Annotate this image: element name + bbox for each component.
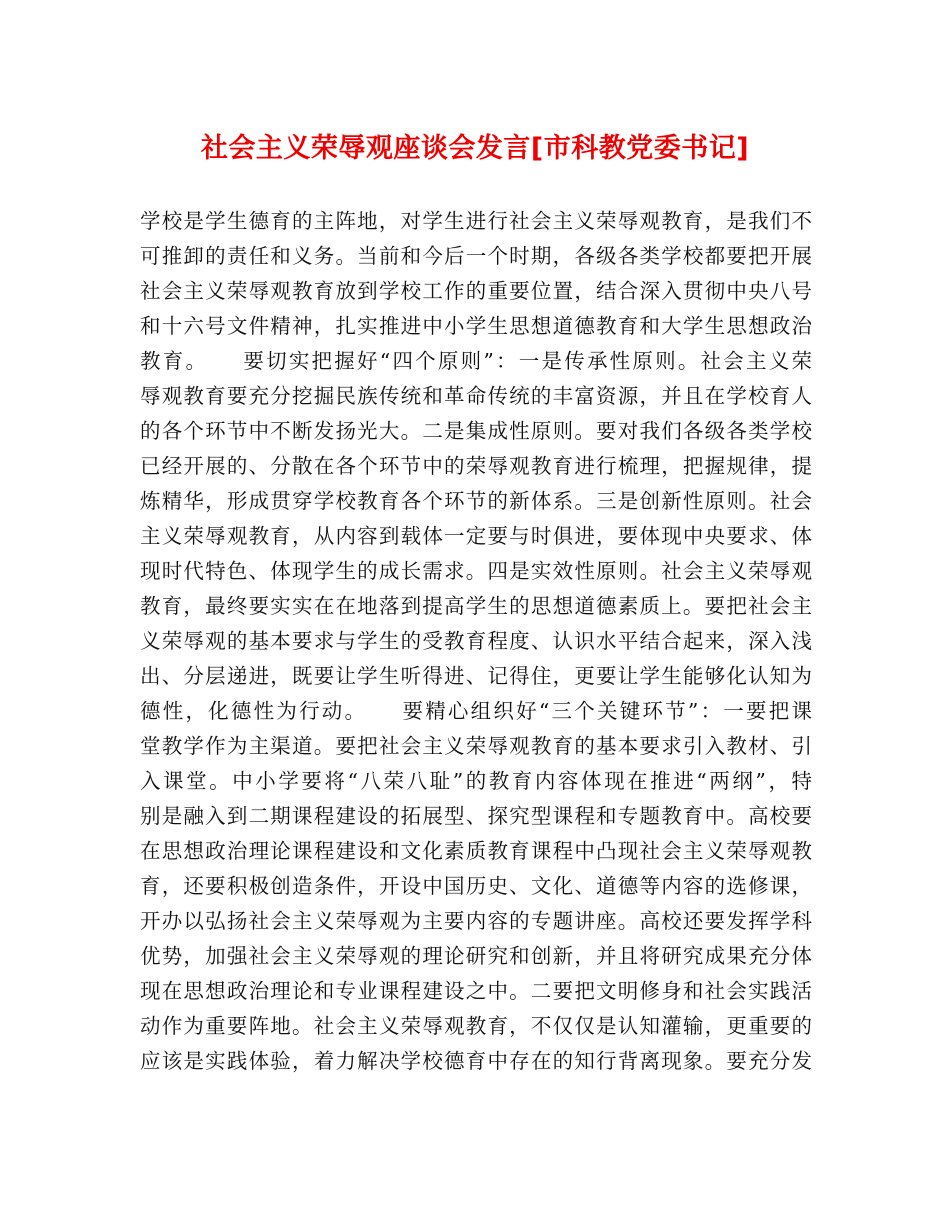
body-line: 开办以弘扬社会主义荣辱观为主要内容的专题讲座。高校还要发挥学科 — [140, 909, 812, 933]
body-line: 现时代特色、体现学生的成长需求。四是实效性原则。社会主义荣辱观 — [140, 559, 812, 583]
body-line: 德性，化德性为行动。 要精心组织好“三个关键环节”：一要把课 — [140, 699, 812, 723]
body-line: 动作为重要阵地。社会主义荣辱观教育，不仅仅是认知灌输，更重要的 — [140, 1014, 812, 1038]
body-line: 和十六号文件精神，扎实推进中小学生思想道德教育和大学生思想政治 — [140, 314, 812, 338]
body-line: 可推卸的责任和义务。当前和今后一个时期，各级各类学校都要把开展 — [140, 244, 812, 268]
body-line: 社会主义荣辱观教育放到学校工作的重要位置，结合深入贯彻中央八号 — [140, 279, 812, 303]
body-line: 现在思想政治理论和专业课程建设之中。二要把文明修身和社会实践活 — [140, 979, 812, 1003]
document-title: 社会主义荣辱观座谈会发言[市科教党委书记] — [200, 133, 750, 164]
body-line: 炼精华，形成贯穿学校教育各个环节的新体系。三是创新性原则。社会 — [140, 489, 812, 513]
body-line: 堂教学作为主渠道。要把社会主义荣辱观教育的基本要求引入教材、引 — [140, 734, 812, 758]
body-line: 入课堂。中小学要将“八荣八耻”的教育内容体现在推进“两纲”，特 — [140, 769, 812, 793]
body-line: 的各个环节中不断发扬光大。二是集成性原则。要对我们各级各类学校 — [140, 419, 812, 443]
body-line: 育，还要积极创造条件，开设中国历史、文化、道德等内容的选修课， — [140, 874, 812, 898]
body-line: 在思想政治理论课程建设和文化素质教育课程中凸现社会主义荣辱观教 — [140, 839, 812, 863]
body-line: 别是融入到二期课程建设的拓展型、探究型课程和专题教育中。高校要 — [140, 804, 812, 828]
body-line: 应该是实践体验，着力解决学校德育中存在的知行背离现象。要充分发 — [140, 1049, 812, 1073]
body-line: 义荣辱观的基本要求与学生的受教育程度、认识水平结合起来，深入浅 — [140, 629, 812, 653]
body-line: 教育，最终要实实在在地落到提高学生的思想道德素质上。要把社会主 — [140, 594, 812, 618]
body-line: 学校是学生德育的主阵地，对学生进行社会主义荣辱观教育，是我们不 — [140, 209, 812, 233]
body-line: 优势，加强社会主义荣辱观的理论研究和创新，并且将研究成果充分体 — [140, 944, 812, 968]
body-line: 主义荣辱观教育，从内容到载体一定要与时俱进，要体现中央要求、体 — [140, 524, 812, 548]
document-body — [140, 204, 812, 1079]
body-line: 教育。 要切实把握好“四个原则”：一是传承性原则。社会主义荣 — [140, 349, 812, 373]
body-line: 已经开展的、分散在各个环节中的荣辱观教育进行梳理，把握规律，提 — [140, 454, 812, 478]
body-line: 辱观教育要充分挖掘民族传统和革命传统的丰富资源，并且在学校育人 — [140, 384, 812, 408]
body-line: 出、分层递进，既要让学生听得进、记得住，更要让学生能够化认知为 — [140, 664, 812, 688]
